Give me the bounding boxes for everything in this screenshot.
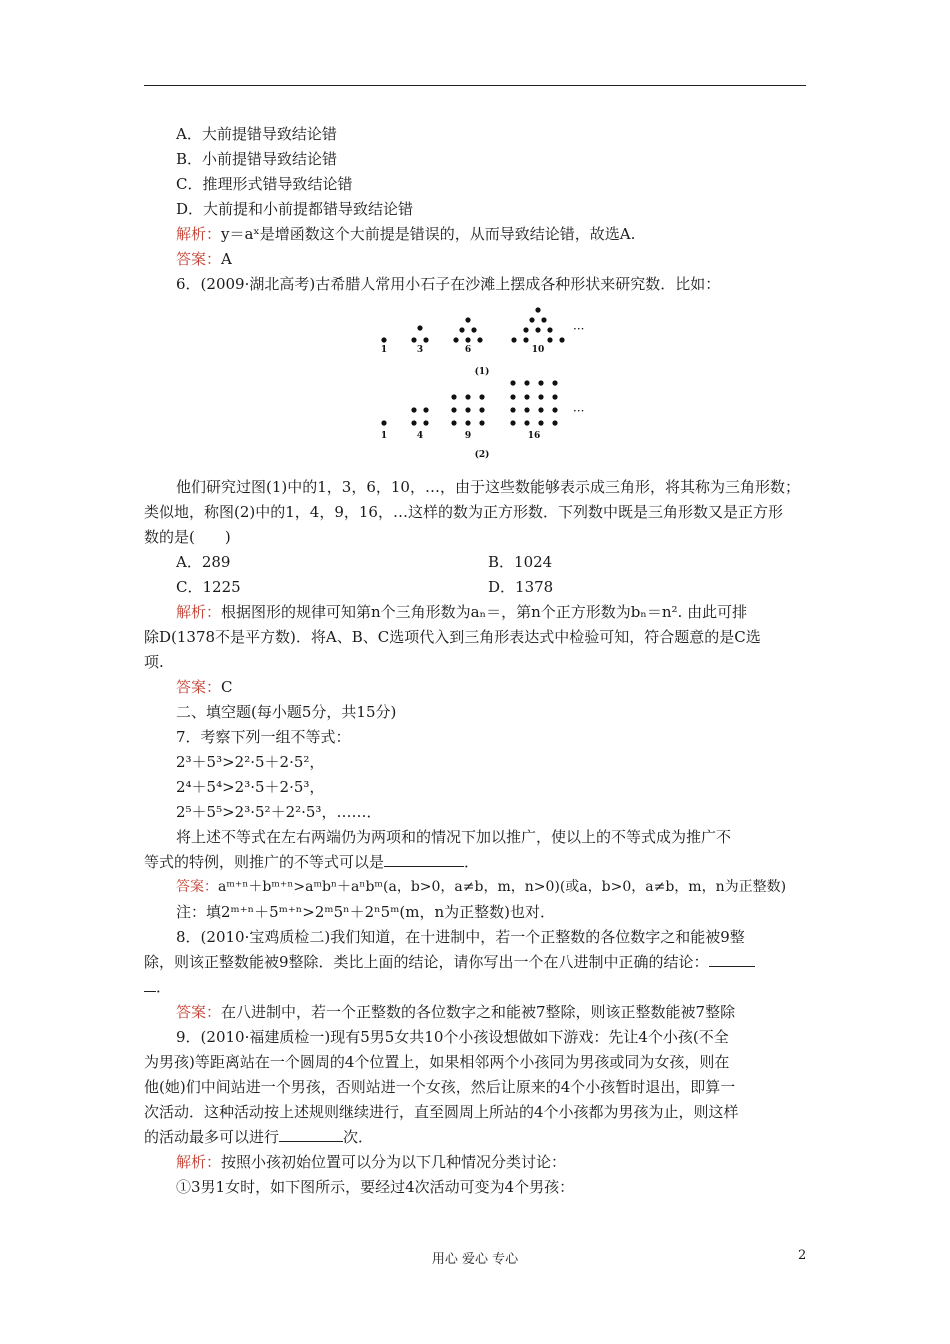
fig-label: 16 [527, 431, 541, 441]
fig-label: 1 [380, 431, 388, 441]
fig-caption: (1) [474, 367, 490, 377]
stone-dot [477, 337, 482, 342]
stone-dot [547, 337, 552, 342]
q9-analysis [176, 1152, 566, 1172]
q8-line-2 [144, 952, 755, 972]
q9-line-5 [144, 1127, 373, 1147]
footer-slogan: 用心 爱心 专心 [431, 1252, 519, 1267]
stone-dot [411, 420, 416, 425]
stone-dot [417, 325, 422, 330]
page-number: 2 [798, 1248, 807, 1263]
stone-dot [381, 420, 386, 425]
q7-ineq-1: 2³＋5³>2²·5＋2·5²， [176, 753, 325, 771]
q9-line-5-end: 次． [343, 1128, 374, 1146]
q5-analysis [176, 224, 635, 244]
fig-ellipsis: ··· [573, 322, 585, 336]
stone-dot [552, 420, 557, 425]
analysis-label: 解析： [176, 603, 222, 621]
stone-dot [510, 380, 515, 385]
analysis-text: 根据图形的规律可知第n个三角形数为aₙ＝，第n个正方形数为bₙ＝n². 由此可排 [221, 603, 748, 621]
answer-label: 答案： [176, 1003, 222, 1021]
fig-label: 3 [416, 345, 424, 355]
stone-dot [538, 407, 543, 412]
answer-label: 答案： [176, 250, 222, 268]
q7-stem: 7．考察下列一组不等式： [176, 728, 351, 746]
fig-label: 6 [464, 345, 472, 355]
q6-stem: 6．(2009·湖北高考)古希腊人常用小石子在沙滩上摆成各种形状来研究数．比如： [176, 275, 721, 293]
q8-line-3 [144, 977, 171, 997]
q9-line-4: 次活动．这种活动按上述规则继续进行，直至圆周上所站的4个小孩都为男孩为止，则这样 [144, 1103, 739, 1121]
fig-label: 9 [464, 431, 472, 441]
figurate-numbers-figure [370, 300, 610, 462]
q9-line-1: 9．(2010·福建质检一)现有5男5女共10个小孩设想做如下游戏：先让4个小孩(不全 [176, 1028, 729, 1046]
stone-dot [423, 420, 428, 425]
stone-dot [552, 407, 557, 412]
q7-para-1: 将上述不等式在左右两端仍为两项和的情况下加以推广，使以上的不等式成为推广不 [176, 828, 732, 846]
stone-dot [541, 317, 546, 322]
stone-dot [465, 317, 470, 322]
stone-dot [524, 407, 529, 412]
stone-dot [510, 407, 515, 412]
stone-dot [465, 407, 470, 412]
analysis-label: 解析： [176, 1153, 222, 1171]
stone-dot [453, 337, 458, 342]
stone-dot [423, 337, 428, 342]
stone-dot [411, 407, 416, 412]
fig-label: 10 [531, 345, 545, 355]
fig-label: 4 [416, 431, 424, 441]
answer-blank [384, 852, 464, 867]
stone-dot [511, 337, 516, 342]
q8-line-3-end: ． [156, 978, 172, 996]
stone-dot [552, 394, 557, 399]
stone-dot [552, 380, 557, 385]
stone-dot [465, 394, 470, 399]
answer-text: A [221, 250, 232, 268]
stone-dot [471, 327, 476, 332]
q6-analysis-1 [176, 602, 747, 622]
fig-caption: (2) [474, 450, 490, 460]
q7-para-2-text: 等式的特例，则推广的不等式可以是 [144, 853, 385, 871]
q8-line-2-text: 除，则该正整数能被9整除．类比上面的结论，请你写出一个在八进制中正确的结论： [144, 953, 709, 971]
answer-label: 答案： [176, 879, 218, 895]
stone-dot [538, 394, 543, 399]
stone-dot [479, 420, 484, 425]
q9-line-3: 他(她)们中间站进一个男孩，否则站进一个女孩，然后让原来的4个小孩暂时退出，即算一 [144, 1078, 736, 1096]
stone-dot [451, 420, 456, 425]
stone-dot [479, 394, 484, 399]
q7-para-2-end: ． [464, 853, 480, 871]
q6-option-d: D．1378 [488, 578, 554, 596]
fig-ellipsis: ··· [573, 404, 585, 418]
stone-dot [524, 380, 529, 385]
stone-dot [529, 317, 534, 322]
q7-ineq-2: 2⁴＋5⁴>2³·5＋2·5³， [176, 778, 325, 796]
analysis-text: y＝aˣ是增函数这个大前提是错误的，从而导致结论错，故选A. [221, 225, 636, 243]
stone-dot [459, 327, 464, 332]
q5-option-c: C．推理形式错导致结论错 [176, 175, 353, 193]
q6-analysis-3: 项. [144, 653, 164, 671]
stone-dot [510, 394, 515, 399]
q5-option-d: D．大前提和小前提都错导致结论错 [176, 200, 414, 218]
stone-dot [535, 327, 540, 332]
q9-line-5-start: 的活动最多可以进行 [144, 1128, 280, 1146]
stone-dot [465, 337, 470, 342]
stone-dot [524, 420, 529, 425]
stone-dot [547, 327, 552, 332]
q6-para-3: 数的是( ) [144, 528, 231, 546]
stone-dot [423, 407, 428, 412]
answer-text: aᵐ⁺ⁿ＋bᵐ⁺ⁿ>aᵐbⁿ＋aⁿbᵐ(a，b>0，a≠b，m，n>0)(或a，b>0，a≠b，m，n为正整数) [218, 879, 787, 895]
analysis-label: 解析： [176, 225, 222, 243]
stone-dot [451, 407, 456, 412]
q7-ineq-3: 2⁵＋5⁵>2³·5²＋2²·5³，……． [176, 803, 382, 821]
answer-blank [279, 1127, 343, 1142]
q6-analysis-2: 除D(1378不是平方数)．将A、B、C选项代入到三角形表达式中检验可知，符合题意的是C选 [144, 628, 761, 646]
q7-para-2 [144, 852, 479, 872]
stone-dot [523, 337, 528, 342]
q5-option-a: A．大前提错导致结论错 [176, 125, 337, 143]
stone-dot [465, 420, 470, 425]
q7-answer [176, 877, 786, 897]
header-rule [144, 85, 806, 86]
fig-label: 1 [380, 345, 388, 355]
answer-text: C [221, 678, 233, 696]
answer-blank [144, 977, 156, 992]
answer-blank [709, 952, 755, 967]
stone-dot [538, 420, 543, 425]
q5-answer [176, 249, 232, 269]
stone-dot [381, 337, 386, 342]
stone-dot [479, 407, 484, 412]
stone-dot [559, 337, 564, 342]
stone-dot [451, 394, 456, 399]
stone-dot [411, 337, 416, 342]
q7-note: 注：填2ᵐ⁺ⁿ＋5ᵐ⁺ⁿ>2ᵐ5ⁿ＋2ⁿ5ᵐ(m，n为正整数)也对． [176, 903, 556, 921]
q5-option-b: B．小前提错导致结论错 [176, 150, 338, 168]
q9-line-2: 为男孩)等距离站在一个圆周的4个位置上，如果相邻两个小孩同为男孩或同为女孩，则在 [144, 1053, 730, 1071]
q6-option-c: C．1225 [176, 578, 241, 596]
stone-dot [510, 420, 515, 425]
analysis-text: 按照小孩初始位置可以分为以下几种情况分类讨论： [221, 1153, 567, 1171]
q6-para-1: 他们研究过图(1)中的1，3，6，10，…，由于这些数能够表示成三角形，将其称为三角形数； [176, 478, 800, 496]
stone-dot [524, 394, 529, 399]
answer-text: 在八进制中，若一个正整数的各位数字之和能被7整除，则该正整数能被7整除 [221, 1003, 736, 1021]
stone-dot [535, 307, 540, 312]
q6-option-a: A．289 [176, 553, 231, 571]
answer-label: 答案： [176, 678, 222, 696]
stone-dot [523, 327, 528, 332]
section-heading: 二、填空题(每小题5分，共15分) [176, 703, 397, 721]
q6-answer [176, 677, 233, 697]
q6-para-2: 类似地，称图(2)中的1，4，9，16，…这样的数为正方形数．下列数中既是三角形数又是正方形 [144, 503, 783, 521]
stone-dot [538, 380, 543, 385]
q9-case-1: ①3男1女时，如下图所示，要经过4次活动可变为4个男孩： [176, 1178, 575, 1196]
q8-line-1: 8．(2010·宝鸡质检二)我们知道，在十进制中，若一个正整数的各位数字之和能被9整 [176, 928, 745, 946]
q8-answer [176, 1002, 735, 1022]
q6-option-b: B．1024 [488, 553, 553, 571]
